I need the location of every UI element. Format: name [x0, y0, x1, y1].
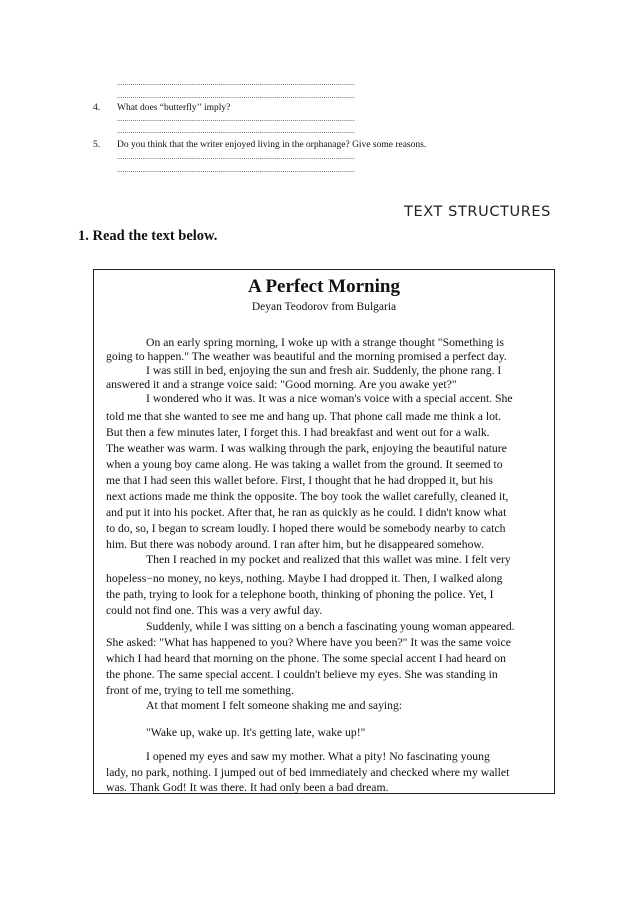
story-line: when a young boy came along. He was taking a wallet from the ground. It seemed to: [106, 458, 503, 471]
answer-line[interactable]: ..........................................................................................................................: [117, 115, 355, 123]
story-line: to do, so, I began to scream loudly. I hoped there would be somebody nearby to catch: [106, 522, 506, 535]
answer-line[interactable]: ..........................................................................................................................: [117, 79, 355, 87]
story-line: She asked: "What has happened to you? Where have you been?" It was the same voice: [106, 636, 511, 649]
story-line: going to happen." The weather was beautiful and the morning promised a perfect day.: [106, 350, 507, 363]
story-line: "Wake up, wake up. It's getting late, wake up!": [146, 726, 366, 739]
story-line: the phone. The same special accent. I couldn't believe my eyes. She was standing in: [106, 668, 498, 681]
story-line: and put it into his pocket. After that, he ran as quickly as he could. I didn't know what: [106, 506, 507, 519]
question-5: Do you think that the writer enjoyed living in the orphanage? Give some reasons.: [117, 140, 427, 150]
story-line: I wondered who it was. It was a nice woman's voice with a special accent. She: [146, 392, 513, 405]
story-line: I opened my eyes and saw my mother. What a pity! No fascinating young: [146, 750, 490, 763]
story-author: Deyan Teodorov from Bulgaria: [251, 301, 397, 313]
story-line: hopeless−no money, no keys, nothing. Maybe I had dropped it. Then, I walked along: [106, 572, 503, 585]
story-line: was. Thank God! It was there. It had only been a bad dream.: [106, 781, 389, 794]
story-line: the path, trying to look for a telephone booth, thinking of phoning the police. Yet, I: [106, 588, 494, 601]
question-number: 5.: [93, 140, 101, 150]
story-line: next actions made me think the opposite. The boy took the wallet carefully, cleaned it,: [106, 490, 509, 503]
story-line: could not find one. This was a very awful day.: [106, 604, 323, 617]
story-line: Suddenly, while I was sitting on a bench a fascinating young woman appeared.: [146, 620, 515, 633]
section-title: TEXT STRUCTURES: [404, 204, 551, 220]
story-line: front of me, trying to tell me something.: [106, 684, 294, 697]
question-number: 4.: [93, 103, 101, 113]
answer-line[interactable]: ..........................................................................................................................: [117, 153, 355, 161]
answer-line[interactable]: ..........................................................................................................................: [117, 92, 355, 100]
story-line: On an early spring morning, I woke up with a strange thought "Something is: [146, 336, 504, 349]
answer-line[interactable]: ..........................................................................................................................: [117, 166, 355, 174]
story-line: At that moment I felt someone shaking me and saying:: [146, 699, 403, 712]
story-line: told me that she wanted to see me and hang up. That phone call made me think a lot.: [106, 410, 502, 423]
story-line: I was still in bed, enjoying the sun and fresh air. Suddenly, the phone rang. I: [146, 364, 502, 377]
story-line: me that I had seen this wallet before. First, I thought that he had dropped it, but his: [106, 474, 493, 487]
story-line: lady, no park, nothing. I jumped out of bed immediately and checked where my wallet: [106, 766, 510, 779]
story-line: Then I reached in my pocket and realized that this wallet was mine. I felt very: [146, 553, 511, 566]
story-line: The weather was warm. I was walking through the park, enjoying the beautiful nature: [106, 442, 507, 455]
story-line: answered it and a strange voice said: "Good morning. Are you awake yet?": [106, 378, 457, 391]
instruction: 1. Read the text below.: [78, 228, 218, 244]
story-line: which I had heard that morning on the phone. The some special accent I had heard on: [106, 652, 506, 665]
story-box: [93, 269, 555, 794]
story-line: But then a few minutes later, I forget this. I had breakfast and went out for a walk.: [106, 426, 490, 439]
answer-line[interactable]: ..........................................................................................................................: [117, 127, 355, 135]
story-title: A Perfect Morning: [248, 276, 400, 297]
story-line: him. But there was nobody around. I ran after him, but he disappeared somehow.: [106, 538, 485, 551]
question-4: What does “butterfly’’ imply?: [117, 103, 231, 113]
